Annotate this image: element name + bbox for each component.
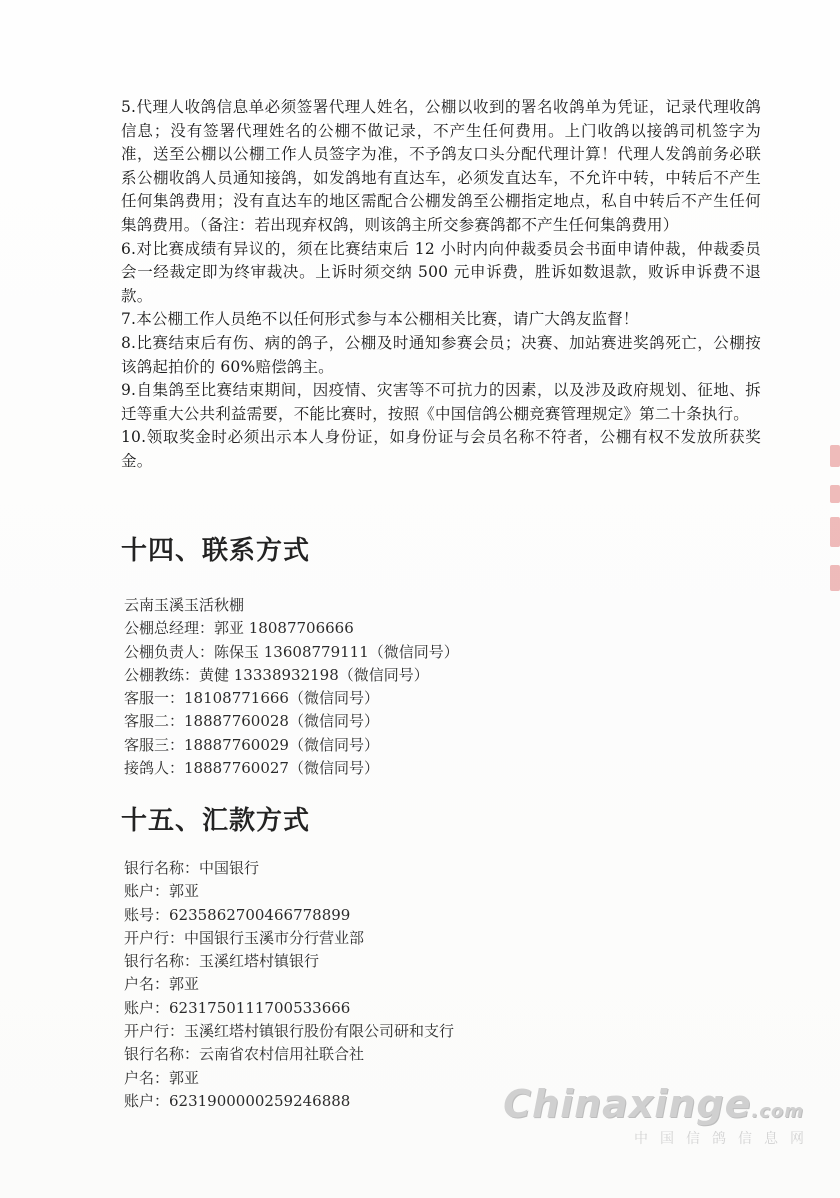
rule-10: 10.领取奖金时必须出示本人身份证，如身份证与会员名称不符者，公棚有权不发放所获奖金。 bbox=[121, 428, 761, 470]
contact-service-2: 客服二：18887760028（微信同号） bbox=[124, 712, 379, 731]
contact-service-3: 客服三：18887760029（微信同号） bbox=[124, 735, 379, 754]
bank-2-branch: 开户行：玉溪红塔村镇银行股份有限公司研和支行 bbox=[124, 1022, 455, 1041]
rule-7: 7.本公棚工作人员绝不以任何形式参与本公棚相关比赛，请广大鸽友监督！ bbox=[121, 310, 639, 329]
bank-2-name: 银行名称：玉溪红塔村镇银行 bbox=[124, 952, 320, 971]
bank-3-account: 账户：6231900000259246888 bbox=[124, 1091, 351, 1110]
watermark bbox=[503, 1082, 816, 1148]
contact-coach: 公棚教练：黄健 13338932198（微信同号） bbox=[124, 665, 429, 684]
bank-3-name: 银行名称：云南省农村信用社联合社 bbox=[124, 1045, 365, 1064]
red-stamp-edge bbox=[826, 445, 840, 605]
rule-6: 6.对比赛成绩有异议的，须在比赛结束后 12 小时内向仲裁委员会书面申请仲裁，仲裁委员会一经裁定即为终审裁决。上诉时须交纳 500 元申诉费，胜诉如数退款，败诉申诉费不退款。 bbox=[121, 239, 761, 305]
section-14-heading: 十四、联系方式 bbox=[121, 536, 311, 566]
bank-1-holder: 账户：郭亚 bbox=[124, 882, 200, 901]
contact-receiver: 接鸽人：18887760027（微信同号） bbox=[124, 759, 379, 778]
rule-5: 5.代理人收鸽信息单必须签署代理人姓名，公棚以收到的署名收鸽单为凭证，记录代理收鸽信息；没有签署代理姓名的公棚不做记录，不产生任何费用。上门收鸽以接鸽司机签字为准，送至公棚以公棚工作人员签字为准，不予鸽友口头分配代理计算！代理人发鸽前务必联系公棚收鸽人员通知接鸽，如发鸽地有直达车，必须发直达车，不允许中转，中转后不产生任何集鸽费用；没有直达车的地区需配合公棚发鸽至公棚指定地点，私自中转后不产生任何集鸽费用。（备注：若出现弃权鸽，则该鸽主所交参赛鸽都不产生任何集鸽费用） bbox=[121, 98, 761, 234]
contact-info bbox=[124, 594, 459, 780]
bank-2-account: 账户：6231750111700533666 bbox=[124, 998, 351, 1017]
rule-8: 8.比赛结束后有伤、病的鸽子，公棚及时通知参赛会员；决赛、加站赛进奖鸽死亡，公棚按该鸽起拍价的 60%赔偿鸽主。 bbox=[121, 333, 761, 376]
rule-9: 9.自集鸽至比赛结束期间，因疫情、灾害等不可抗力的因素，以及涉及政府规划、征地、拆迁等重大公共利益需要，不能比赛时，按照《中国信鸽公棚竞赛管理规定》第二十条执行。 bbox=[121, 381, 761, 423]
loft-name: 云南玉溪玉活秋棚 bbox=[124, 596, 245, 614]
bank-1-branch: 开户行：中国银行玉溪市分行营业部 bbox=[124, 928, 365, 947]
contact-service-1: 客服一：18108771666（微信同号） bbox=[124, 689, 379, 708]
contact-person-in-charge: 公棚负责人：陈保玉 13608779111（微信同号） bbox=[124, 642, 459, 661]
section-15-heading: 十五、汇款方式 bbox=[121, 806, 311, 836]
bank-3-holder: 户名：郭亚 bbox=[124, 1068, 200, 1087]
watermark-subtitle: 中国信鸽信息网 bbox=[634, 1131, 816, 1147]
bank-1-account: 账号：6235862700466778899 bbox=[124, 905, 351, 924]
contact-general-manager: 公棚总经理：郭亚 18087706666 bbox=[124, 619, 354, 638]
watermark-logo: Chinaxinge.com bbox=[503, 1082, 804, 1126]
remittance-info bbox=[124, 857, 454, 1113]
bank-2-holder: 户名：郭亚 bbox=[124, 975, 200, 994]
bank-1-name: 银行名称：中国银行 bbox=[124, 859, 260, 877]
rules-section bbox=[121, 96, 761, 474]
